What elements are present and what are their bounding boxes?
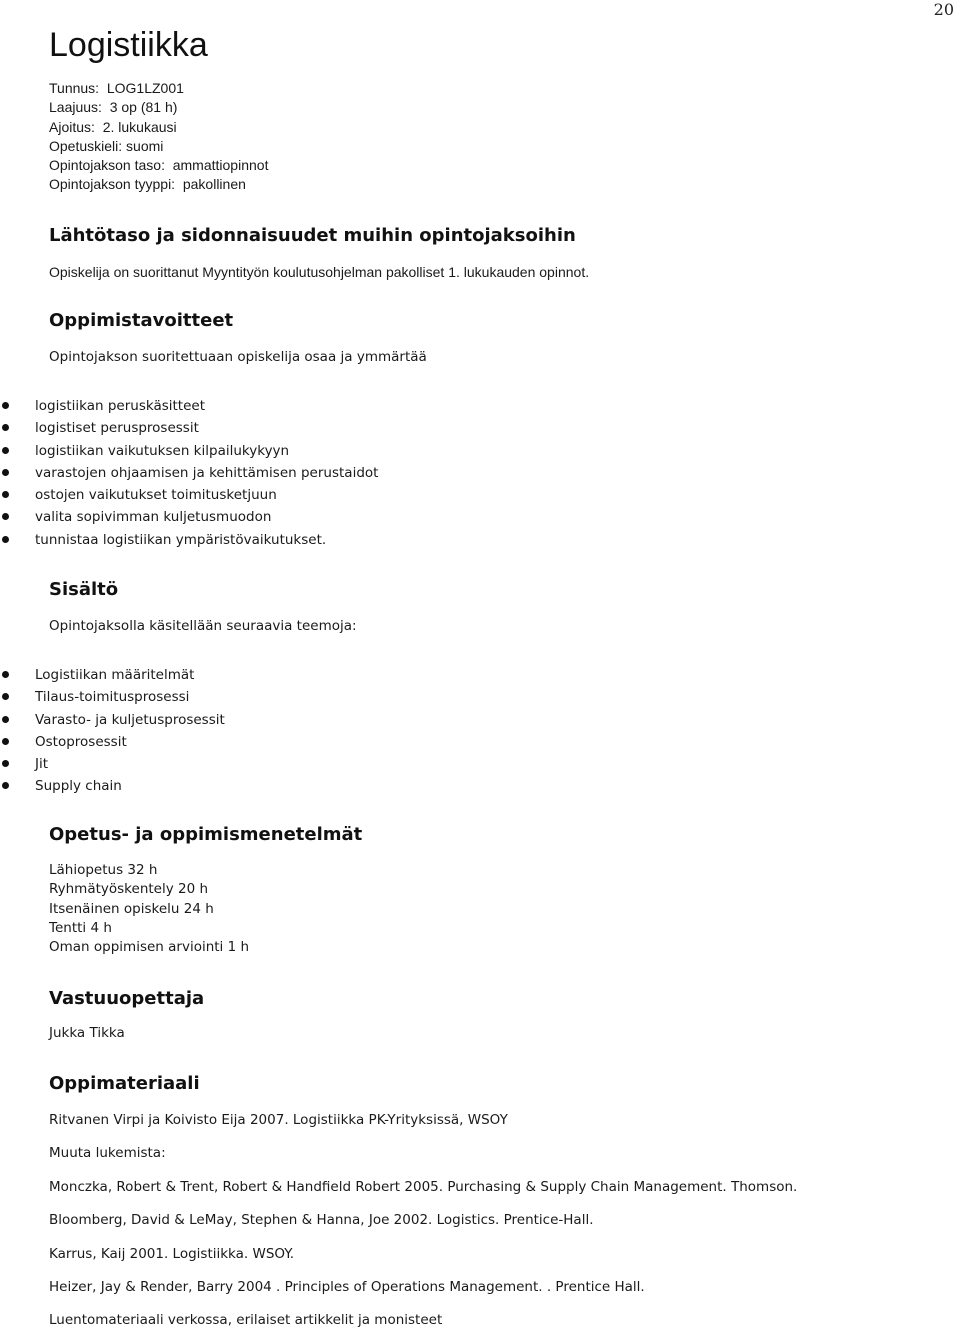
list-item: logistiset perusprosessit [0, 418, 378, 440]
list-item: Karrus, Kaij 2001. Logistiikka. WSOY. [49, 1245, 295, 1262]
list-item: Luentomateriaali verkossa, erilaiset artikkelit ja monisteet [49, 1312, 443, 1329]
list-item: Itsenäinen opiskelu 24 h [49, 900, 214, 917]
list-item: Tilaus-toimitusprosessi [0, 687, 225, 709]
materials-heading: Oppimateriaali [49, 1073, 200, 1094]
content-intro: Opintojaksolla käsitellään seuraavia teemoja: [49, 618, 357, 634]
list-item: Muuta lukemista: [49, 1145, 166, 1162]
list-item: Ryhmätyöskentely 20 h [49, 881, 209, 898]
methods-heading: Opetus- ja oppimismenetelmät [49, 824, 363, 845]
meta-timing: Ajoitus: 2. lukukausi [49, 118, 177, 135]
list-item: Ritvanen Virpi ja Koivisto Eija 2007. Logistiikka PK-Yrityksissä, WSOY [49, 1112, 508, 1128]
methods-list [49, 861, 249, 957]
meta-code: Tunnus: LOG1LZ001 [49, 80, 184, 96]
prerequisites-heading: Lähtötaso ja sidonnaisuudet muihin opintojaksoihin [49, 225, 576, 246]
list-item: varastojen ohjaamisen ja kehittämisen perustaidot [0, 463, 378, 485]
meta-level: Opintojakson taso: ammattiopinnot [49, 157, 269, 174]
list-item: Supply chain [0, 776, 225, 798]
course-meta [49, 79, 268, 195]
list-item: Oman oppimisen arviointi 1 h [49, 939, 250, 956]
bullet-icon [2, 693, 9, 700]
content-heading: Sisältö [49, 579, 119, 600]
list-item: Bloomberg, David & LeMay, Stephen & Hanna, Joe 2002. Logistics. Prentice-Hall. [49, 1212, 594, 1229]
teacher-heading: Vastuuopettaja [49, 988, 205, 1009]
prerequisites-text: Opiskelija on suorittanut Myyntityön koulutusohjelman pakolliset 1. lukukauden opinnot. [49, 264, 590, 280]
page-title: Logistiikka [49, 26, 208, 64]
bullet-icon [2, 447, 9, 454]
content-list [0, 665, 225, 799]
list-item: valita sopivimman kuljetusmuodon [0, 507, 378, 529]
bullet-icon [2, 491, 9, 498]
learning-goals-list [0, 396, 378, 552]
bullet-icon [2, 536, 9, 543]
list-item: Tentti 4 h [49, 919, 112, 936]
bullet-icon [2, 716, 9, 723]
learning-goals-heading: Oppimistavoitteet [49, 310, 234, 331]
meta-language: Opetuskieli: suomi [49, 137, 164, 154]
bullet-icon [2, 513, 9, 520]
list-item: logistiikan peruskäsitteet [0, 396, 378, 418]
list-item: Varasto- ja kuljetusprosessit [0, 710, 225, 732]
bullet-icon [2, 760, 9, 767]
list-item: ostojen vaikutukset toimitusketjuun [0, 485, 378, 507]
bullet-icon [2, 402, 9, 409]
teacher-name: Jukka Tikka [49, 1025, 125, 1041]
learning-goals-intro: Opintojakson suoritettuaan opiskelija osaa ja ymmärtää [49, 349, 427, 365]
list-item: Logistiikan määritelmät [0, 665, 225, 687]
bullet-icon [2, 469, 9, 476]
bullet-icon [2, 782, 9, 789]
meta-type: Opintojakson tyyppi: pakollinen [49, 176, 246, 193]
bullet-icon [2, 671, 9, 678]
meta-scope: Laajuus: 3 op (81 h) [49, 99, 178, 116]
list-item: Ostoprosessit [0, 732, 225, 754]
list-item: Monczka, Robert & Trent, Robert & Handfield Robert 2005. Purchasing & Supply Chain Management. Thomson. [49, 1178, 798, 1195]
bullet-icon [2, 738, 9, 745]
list-item: Jit [0, 754, 225, 776]
bullet-icon [2, 424, 9, 431]
list-item: logistiikan vaikutuksen kilpailukykyyn [0, 441, 378, 463]
list-item: tunnistaa logistiikan ympäristövaikutukset. [0, 530, 378, 552]
list-item: Heizer, Jay & Render, Barry 2004 . Principles of Operations Management. . Prentice Hall. [49, 1278, 645, 1295]
page-number: 20 [933, 0, 954, 19]
materials-list [49, 1110, 797, 1344]
list-item: Lähiopetus 32 h [49, 862, 158, 878]
